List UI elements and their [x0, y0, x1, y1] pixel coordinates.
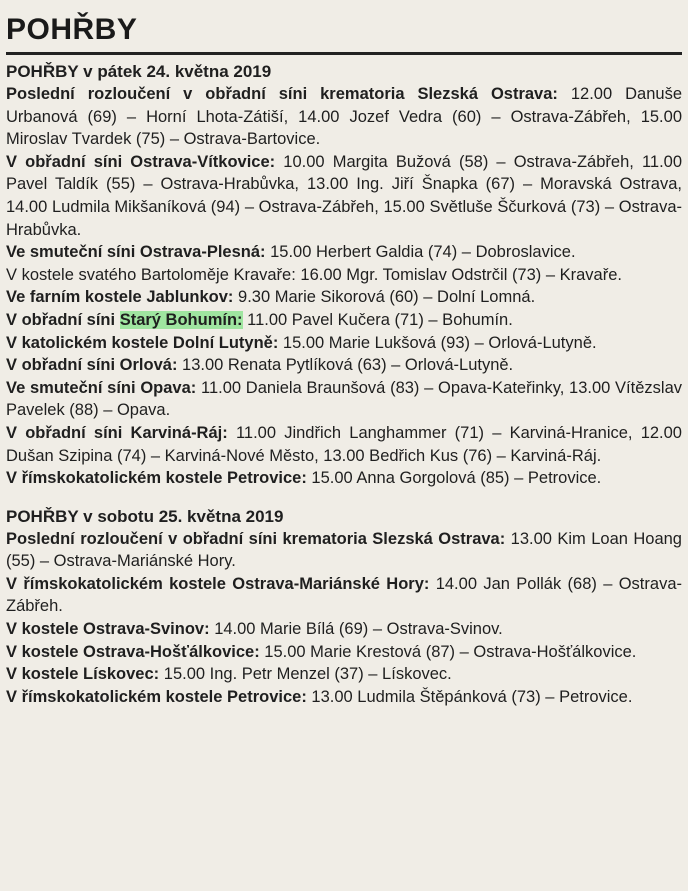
venue-label: Ve farním kostele Jablunkov:: [6, 288, 234, 307]
funeral-entry: [6, 467, 682, 490]
funeral-entry: [6, 354, 682, 377]
entry-text: 15.00 Herbert Galdia (74) – Dobroslavice.: [270, 243, 576, 262]
funeral-entry: [6, 618, 682, 641]
funeral-entry: [6, 573, 682, 618]
funeral-entry: [6, 286, 682, 309]
venue-label: V kostele Ostrava-Hošťálkovice:: [6, 642, 260, 661]
venue-label: V kostele svatého Bartoloměje Kravaře:: [6, 265, 296, 284]
venue-label: V římskokatolickém kostele Petrovice:: [6, 469, 307, 488]
entry-text: 15.00 Marie Krestová (87) – Ostrava-Hošťálkovice.: [264, 642, 637, 661]
funeral-entry: [6, 151, 682, 241]
funeral-entry: [6, 83, 682, 151]
entry-text: 15.00 Ing. Petr Menzel (37) – Lískovec.: [163, 665, 452, 684]
venue-label: V obřadní síni Karviná-Ráj:: [6, 423, 228, 442]
venue-label: Poslední rozloučení v obřadní síni krematoria Slezská Ostrava:: [6, 85, 558, 103]
entry-text: 9.30 Marie Sikorová (60) – Dolní Lomná.: [238, 288, 536, 307]
entry-text: 13.00 Renata Pytlíková (63) – Orlová-Lutyně.: [182, 356, 514, 375]
section-friday: [6, 61, 682, 490]
funeral-entry: [6, 332, 682, 355]
entry-text: 16.00 Mgr. Tomislav Odstrčil (73) – Kravaře.: [300, 265, 622, 284]
venue-label-prefix: V obřadní síni: [6, 310, 120, 329]
entry-text: 15.00 Marie Lukšová (93) – Orlová-Lutyně.: [282, 333, 597, 352]
entry-text: 15.00 Anna Gorgolová (85) – Petrovice.: [311, 469, 602, 488]
funeral-entry: [6, 241, 682, 264]
masthead-rule: [6, 52, 682, 55]
funeral-entry: [6, 422, 682, 467]
section-title: POHŘBY v pátek 24. května 2019: [6, 62, 272, 81]
entry-text: 11.00 Jindřich Langhammer (71) – Karviná-Hranice, 12.00 Dušan Szipina (74) – Karviná-Nové Město, 13.00 Bedřich Kus (76) – Karviná-Ráj.: [6, 423, 682, 465]
funeral-entry: [6, 528, 682, 573]
funeral-entry: [6, 377, 682, 422]
funeral-entry: [6, 309, 682, 332]
entry-text: 14.00 Jan Pollák (68) – Ostrava-Zábřeh.: [6, 574, 682, 616]
entry-text: 11.00 Pavel Kučera (71) – Bohumín.: [247, 310, 513, 329]
venue-label: V obřadní síni Orlová:: [6, 356, 178, 375]
masthead-title: POHŘBY: [6, 13, 138, 46]
entry-text: 14.00 Marie Bílá (69) – Ostrava-Svinov.: [214, 620, 503, 639]
venue-label: Ve smuteční síni Ostrava-Plesná:: [6, 243, 266, 262]
section-title: POHŘBY v sobotu 25. května 2019: [6, 506, 284, 526]
entry-text: 10.00 Margita Bužová (58) – Ostrava-Zábřeh, 11.00 Pavel Taldík (55) – Ostrava-Hrabůvka, 13.00 Ing. Jiří Šnapka (67) – Moravská Ostrava, 14.00 Ludmila Mikšaníková (94) – Ostrava-Zábřeh, 15.00 Světluše Ščurková (73) – Ostrava-Hrabůvka.: [6, 152, 683, 239]
entry-text: 11.00 Daniela Braunšová (83) – Opava-Kateřinky, 13.00 Vítězslav Pavelek (88) – Opava.: [6, 378, 682, 420]
funeral-entry: [6, 686, 682, 709]
venue-label: V obřadní síni Ostrava-Vítkovice:: [6, 152, 276, 171]
funeral-entry: [6, 641, 682, 664]
section-saturday: [6, 506, 682, 709]
venue-label: V římskokatolickém kostele Ostrava-Mariánské Hory:: [6, 574, 430, 593]
entry-text: 13.00 Kim Loan Hoang (55) – Ostrava-Mariánské Hory.: [6, 529, 682, 571]
funeral-entry: [6, 264, 682, 287]
venue-label: V římskokatolickém kostele Petrovice:: [6, 687, 307, 706]
funeral-entry: [6, 663, 682, 686]
entry-text: 12.00 Danuše Urbanová (69) – Horní Lhota-Zátiší, 14.00 Jozef Vedra (60) – Ostrava-Zábřeh, 15.00 Miroslav Tvardek (75) – Ostrava-Bartovice.: [6, 85, 682, 149]
venue-label: Poslední rozloučení v obřadní síni krematoria Slezská Ostrava:: [6, 529, 506, 548]
venue-label: V kostele Ostrava-Svinov:: [6, 620, 210, 639]
venue-label: V katolickém kostele Dolní Lutyně:: [6, 333, 279, 352]
venue-label: V kostele Lískovec:: [6, 665, 160, 684]
entry-text: 13.00 Ludmila Štěpánková (73) – Petrovice.: [311, 687, 633, 706]
venue-label: Ve smuteční síni Opava:: [6, 378, 197, 397]
highlighted-venue: Starý Bohumín:: [119, 310, 243, 329]
